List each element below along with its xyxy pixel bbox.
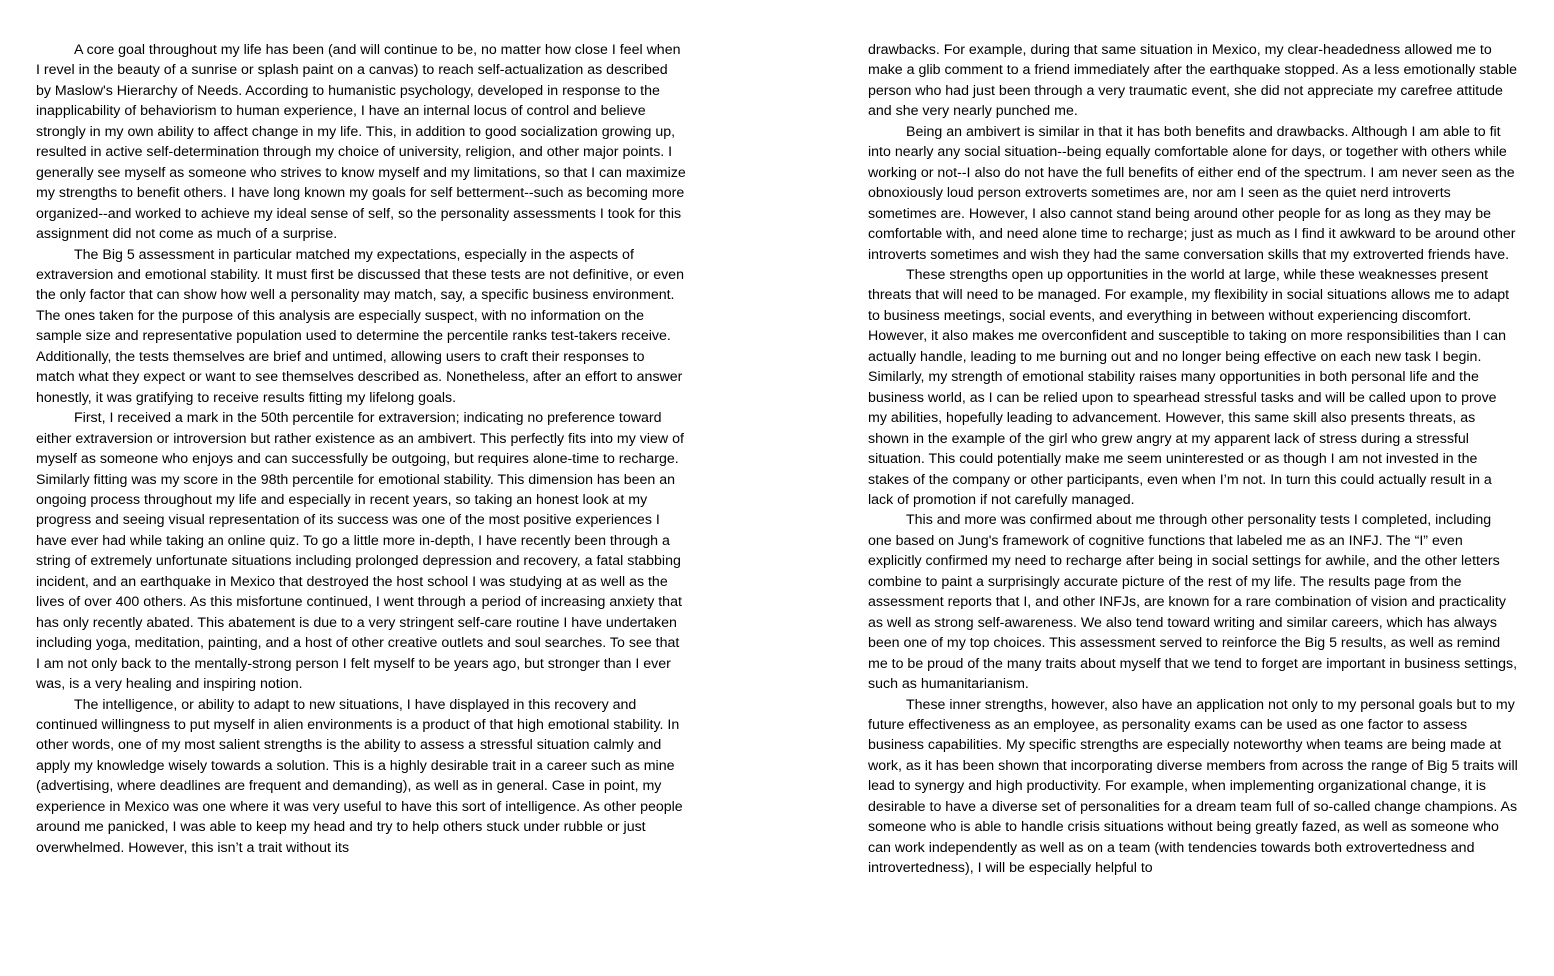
page-2: [868, 40, 1518, 879]
paragraph: This and more was confirmed about me through other personality tests I completed, including one based on Jung's framework of cognitive functions that labeled me as an INFJ. The “I” even explicitly confirmed my need to recharge after being in social settings for awhile, and the other letters combine to paint a surprisingly accurate picture of the rest of my life. The results page from the assessment reports that I, and other INFJs, are known for a rare combination of vision and practicality as well as strong self-awareness. We also tend toward writing and similar careers, which has always been one of my top choices. This assessment served to reinforce the Big 5 results, as well as remind me to be proud of the many traits about myself that we tend to forget are important in business settings, such as humanitarianism.: [868, 512, 1518, 693]
paragraph: A core goal throughout my life has been (and will continue to be, no matter how close I feel when I revel in the beauty of a sunrise or splash paint on a canvas) to reach self-actualization as described by Maslow's Hierarchy of Needs. According to humanistic psychology, developed in response to the inapplicability of behaviorism to human experience, I have an internal locus of control and believe strongly in my own ability to affect change in my life. This, in addition to good socialization growing up, resulted in active self-determination through my choice of university, religion, and other major points. I generally see myself as someone who strives to know myself and my limitations, so that I can maximize my strengths to benefit others. I have long known my goals for self betterment--such as becoming more organized--and worked to achieve my ideal sense of self, so the personality assessments I took for this assignment did not come as much of a surprise.: [36, 42, 686, 243]
page-1: [36, 40, 686, 858]
paragraph: drawbacks. For example, during that same situation in Mexico, my clear-headedness allowed me to make a glib comment to a friend immediately after the earthquake stopped. As a less emotionally stable person who had just been through a very traumatic event, she did not appreciate my carefree attitude and she very nearly punched me.: [868, 42, 1518, 120]
paragraph: The intelligence, or ability to adapt to new situations, I have displayed in this recovery and continued willingness to put myself in alien environments is a product of that high emotional stability. In other words, one of my most salient strengths is the ability to assess a stressful situation calmly and apply my knowledge wisely towards a solution. This is a highly desirable trait in a career such as mine (advertising, where deadlines are frequent and demanding), as well as in general. Case in point, my experience in Mexico was one where it was very useful to have this sort of intelligence. As other people around me panicked, I was able to keep my head and try to help others stuck under rubble or just overwhelmed. However, this isn’t a trait without its: [36, 696, 683, 856]
paragraph: These inner strengths, however, also have an application not only to my personal goals but to my future effectiveness as an employee, as personality exams can be used as one factor to assess business capabilities. My specific strengths are especially noteworthy when teams are being made at work, as it has been shown that incorporating diverse members from across the range of Big 5 traits will lead to synergy and high productivity. For example, when implementing organizational change, it is desirable to have a diverse set of personalities for a dream team full of so-called change champions. As someone who is able to handle crisis situations without being greatly fazed, as well as someone who can work independently as well as on a team (with tendencies towards both extrovertedness and introvertedness), I will be especially helpful to: [868, 696, 1518, 877]
paragraph: These strengths open up opportunities in the world at large, while these weaknesses present threats that will need to be managed. For example, my flexibility in social situations allows me to adapt to business meetings, social events, and everything in between without experiencing discomfort. However, it also makes me overconfident and susceptible to taking on more responsibilities than I can actually handle, leading to me burning out and no longer being effective on each new task I begin. Similarly, my strength of emotional stability raises many opportunities in both personal life and the business world, as I can be relied upon to spearhead stressful tasks and will be called upon to prove my abilities, hopefully leading to advancement. However, this same skill also presents threats, as shown in the example of the girl who grew angry at my apparent lack of stress during a stressful situation. This could potentially make me seem uninterested or as though I am not invested in the stakes of the company or other participants, even when I’m not. In turn this could actually result in a lack of promotion if not carefully managed.: [868, 266, 1510, 508]
paragraph: Being an ambivert is similar in that it has both benefits and drawbacks. Although I am able to fit into nearly any social situation--being equally comfortable alone for days, or together with others while working or not--I also do not have the full benefits of either end of the spectrum. I am never seen as the obnoxiously loud person extroverts sometimes are, nor am I seen as the quiet nerd introverts sometimes are. However, I also cannot stand being around other people for as long as they may be comfortable with, and need alone time to recharge; just as much as I find it awkward to be around other introverts sometimes and wish they had the same conversation skills that my extroverted friends have.: [868, 123, 1516, 263]
paragraph: First, I received a mark in the 50th percentile for extraversion; indicating no preference toward either extraversion or introversion but rather existence as an ambivert. This perfectly fits into my view of myself as someone who enjoys and can successfully be outgoing, but requires alone-time to recharge. Similarly fitting was my score in the 98th percentile for emotional stability. This dimension has been an ongoing process throughout my life and especially in recent years, so taking an honest look at my progress and seeing visual representation of its success was one of the most positive experiences I have ever had while taking an online quiz. To go a little more in-depth, I have recently been through a string of extremely unfortunate situations including prolonged depression and recovery, a fatal stabbing incident, and an earthquake in Mexico that destroyed the host school I was studying at as well as the lives of over 400 others. As this misfortune continued, I went through a period of increasing anxiety that has only recently abated. This abatement is due to a very stringent self-care routine I have undertaken including yoga, meditation, painting, and a host of other creative outlets and soul searches. To see that I am not only back to the mentally-strong person I felt myself to be years ago, but stronger than I ever was, is a very healing and inspiring notion.: [36, 410, 684, 693]
paragraph: The Big 5 assessment in particular matched my expectations, especially in the aspects of extraversion and emotional stability. It must first be discussed that these tests are not definitive, or even the only factor that can show how well a personality may match, say, a specific business environment. The ones taken for the purpose of this analysis are especially suspect, with no information on the sample size and representative population used to determine the percentile ranks test-takers receive. Additionally, the tests themselves are brief and untimed, allowing users to craft their responses to match what they expect or want to see themselves described as. Nonetheless, after an effort to answer honestly, it was gratifying to receive results fitting my lifelong goals.: [36, 246, 684, 406]
